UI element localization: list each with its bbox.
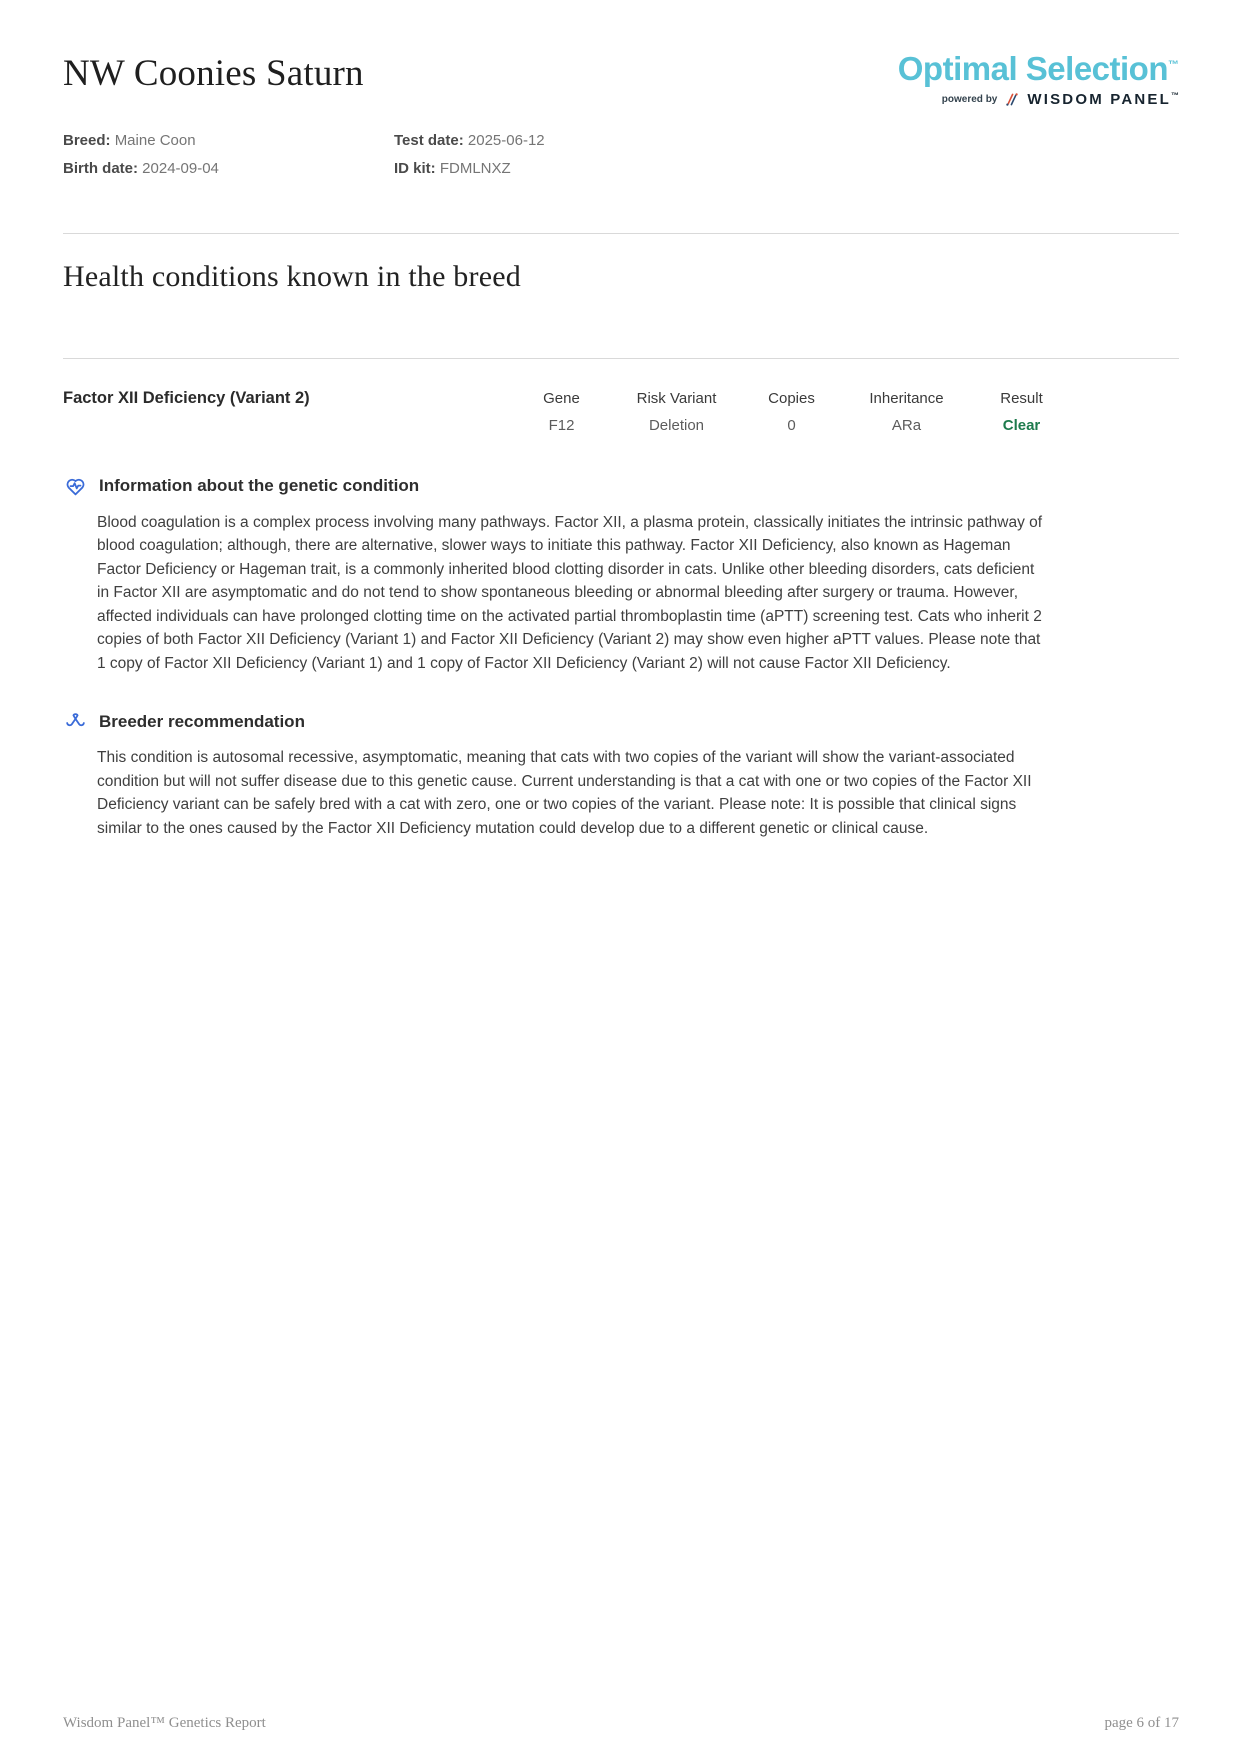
info-section-header [63,474,1179,499]
copies-value: 0 [787,416,796,434]
heart-pulse-icon [63,474,88,499]
breeder-section-header [63,709,1179,734]
column-header-copies: Copies [768,389,815,407]
id-kit-row [394,158,1179,179]
wordmark-tm: ™ [1168,59,1179,71]
risk-variant-value: Deletion [648,416,705,434]
ribbon-curl-icon [63,709,88,734]
condition-name: Factor XII Deficiency (Variant 2) [63,388,310,407]
birth-date-row [63,158,394,179]
page-title: Health conditions known in the breed [63,259,521,293]
footer-report-name: Wisdom Panel™ Genetics Report [63,1715,266,1731]
footer-page-number: page 6 of 17 [1104,1715,1179,1731]
birth-date-label: Birth date: [63,159,138,177]
breeder-recommendation-section [63,709,1179,840]
condition-value-row [63,417,1179,434]
pet-info-grid [63,130,1179,179]
breeder-section-title: Breeder recommendation [99,711,305,731]
breed-row [63,130,394,151]
inheritance-value: ARa [891,416,922,434]
test-date-row [394,130,1179,151]
genetic-condition-info-section [63,474,1179,676]
column-header-inheritance: Inheritance [869,389,944,407]
wordmark-text: Optimal Selection [897,50,1168,87]
column-header-gene: Gene [543,389,580,407]
condition-header-row [63,389,1179,408]
id-kit-label: ID kit: [394,159,436,177]
wisdom-panel-brand-name [1027,91,1179,108]
page-footer [63,1715,1179,1732]
column-header-result: Result [1000,389,1043,407]
header-divider [63,233,1179,234]
wisdom-panel-logo-icon [1004,91,1020,107]
optimal-selection-wordmark [898,52,1179,87]
breed-label: Breed: [63,131,111,149]
gene-value: F12 [548,416,575,434]
birth-date-value: 2024-09-04 [142,159,219,177]
optimal-selection-logo [898,52,1179,108]
result-value-badge: Clear [1002,416,1041,434]
id-kit-value: FDMLNXZ [439,159,511,177]
pet-name-title: NW Coonies Saturn [63,53,364,94]
column-header-risk-variant: Risk Variant [636,389,717,407]
page-header [63,0,1179,108]
breed-value: Maine Coon [114,131,196,149]
brand-text: WISDOM PANEL [1027,90,1171,108]
test-date-value: 2025-06-12 [467,131,545,149]
table-top-divider [63,358,1179,359]
info-section-title: Information about the genetic condition [99,476,420,496]
powered-by-label: powered by [941,93,998,105]
powered-by-row [898,91,1179,108]
brand-tm: ™ [1171,90,1179,100]
test-date-label: Test date: [394,131,464,149]
breeder-section-body: This condition is autosomal recessive, asymptomatic, meaning that cats with two copies of the variant will show the variant-associated condition but will not suffer disease due to this genetic cause. Current understanding is that a cat with one or two copies of the Factor XII Deficiency variant can be safely bred with a cat with zero, one or two copies of the variant. Please note: It is possible that clinical signs similar to the ones caused by the Factor XII Deficiency mutation could develop due to a different genetic or clinical cause. [97,749,1032,837]
info-section-body: Blood coagulation is a complex process involving many pathways. Factor XII, a plasma protein, classically initiates the intrinsic pathway of blood coagulation; although, there are alternative, slower ways to initiate this pathway. Factor XII Deficiency, also known as Hageman Factor Deficiency or Hageman trait, is a commonly inherited blood clotting disorder in cats. Unlike other bleeding disorders, cats deficient in Factor XII are asymptomatic and do not tend to show spontaneous bleeding or abnormal bleeding after surgery or trauma. However, affected individuals can have prolonged clotting time on the activated partial thromboplastin time (aPTT) screening test. Cats who inherit 2 copies of both Factor XII Deficiency (Variant 1) and Factor XII Deficiency (Variant 2) may show even higher aPTT values. Please note that 1 copy of Factor XII Deficiency (Variant 1) and 1 copy of Factor XII Deficiency (Variant 2) will not cause Factor XII Deficiency. [97,513,1043,672]
